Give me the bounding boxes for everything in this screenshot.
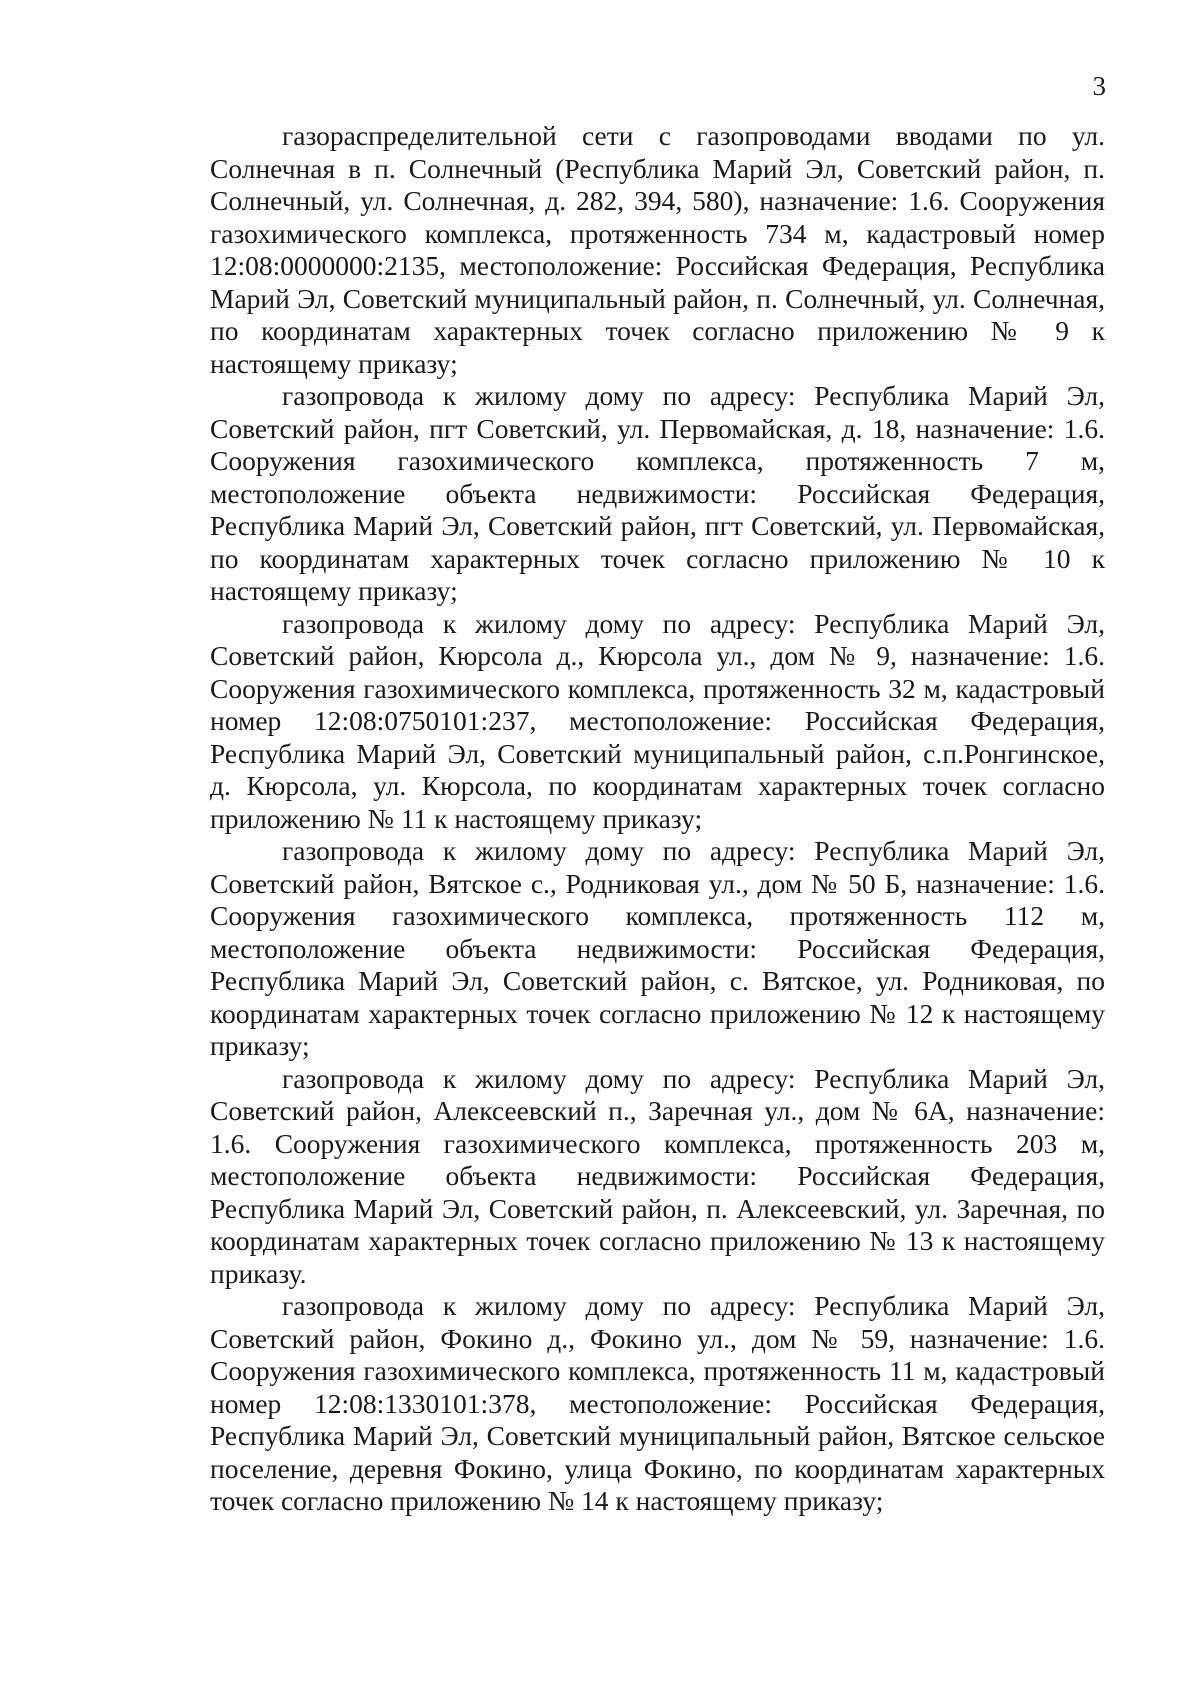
paragraph-1: газораспределительной сети с газопроводами вводами по ул. Солнечная в п. Солнечный (Республика Марий Эл, Советский район, п. Солнечный, ул. Солнечная, д. 282, 394, 580), назначение: 1.6. Сооружения газохимического комплекса, протяженность 734 м, кадастровый номер 12:08:0000000:2135, местоположение: Российская Федерация, Республика Марий Эл, Советский муниципальный район, п. Солнечный, ул. Солнечная, по координатам характерных точек согласно приложению № 9 к настоящему приказу;	[210, 120, 1105, 379]
paragraph-5: газопровода к жилому дому по адресу: Республика Марий Эл, Советский район, Алексеевский п., Заречная ул., дом № 6А, назначение: 1.6. Сооружения газохимического комплекса, протяженность 203 м, местоположение объекта недвижимости: Российская Федерация, Республика Марий Эл, Советский район, п. Алексеевский, ул. Заречная, по координатам характерных точек согласно приложению № 13 к настоящему приказу.	[210, 1062, 1105, 1289]
paragraph-6: газопровода к жилому дому по адресу: Республика Марий Эл, Советский район, Фокино д., Фокино ул., дом № 59, назначение: 1.6. Сооружения газохимического комплекса, протяженность 11 м, кадастровый номер 12:08:1330101:378, местоположение: Российская Федерация, Республика Марий Эл, Советский муниципальный район, Вятское сельское поселение, деревня Фокино, улица Фокино, по координатам характерных точек согласно приложению № 14 к настоящему приказу;	[210, 1290, 1105, 1516]
paragraph-4: газопровода к жилому дому по адресу: Республика Марий Эл, Советский район, Вятское с., Родниковая ул., дом № 50 Б, назначение: 1.6. Сооружения газохимического комплекса, протяженность 112 м, местоположение объекта недвижимости: Российская Федерация, Республика Марий Эл, Советский район, с. Вятское, ул. Родниковая, по координатам характерных точек согласно приложению № 12 к настоящему приказу;	[210, 835, 1105, 1061]
paragraph-3: газопровода к жилому дому по адресу: Республика Марий Эл, Советский район, Кюрсола д., Кюрсола ул., дом № 9, назначение: 1.6. Сооружения газохимического комплекса, протяженность 32 м, кадастровый номер 12:08:0750101:237, местоположение: Российская Федерация, Республика Марий Эл, Советский муниципальный район, с.п.Ронгинское, д. Кюрсола, ул. Кюрсола, по координатам характерных точек согласно приложению № 11 к настоящему приказу;	[210, 607, 1105, 834]
paragraph-2: газопровода к жилому дому по адресу: Республика Марий Эл, Советский район, пгт Советский, ул. Первомайская, д. 18, назначение: 1.6. Сооружения газохимического комплекса, протяженность 7 м, местоположение объекта недвижимости: Российская Федерация, Республика Марий Эл, Советский район, пгт Советский, ул. Первомайская, по координатам характерных точек согласно приложению № 10 к настоящему приказу;	[210, 380, 1105, 606]
document-body	[210, 120, 1105, 1518]
page-number: 3	[1092, 71, 1106, 101]
